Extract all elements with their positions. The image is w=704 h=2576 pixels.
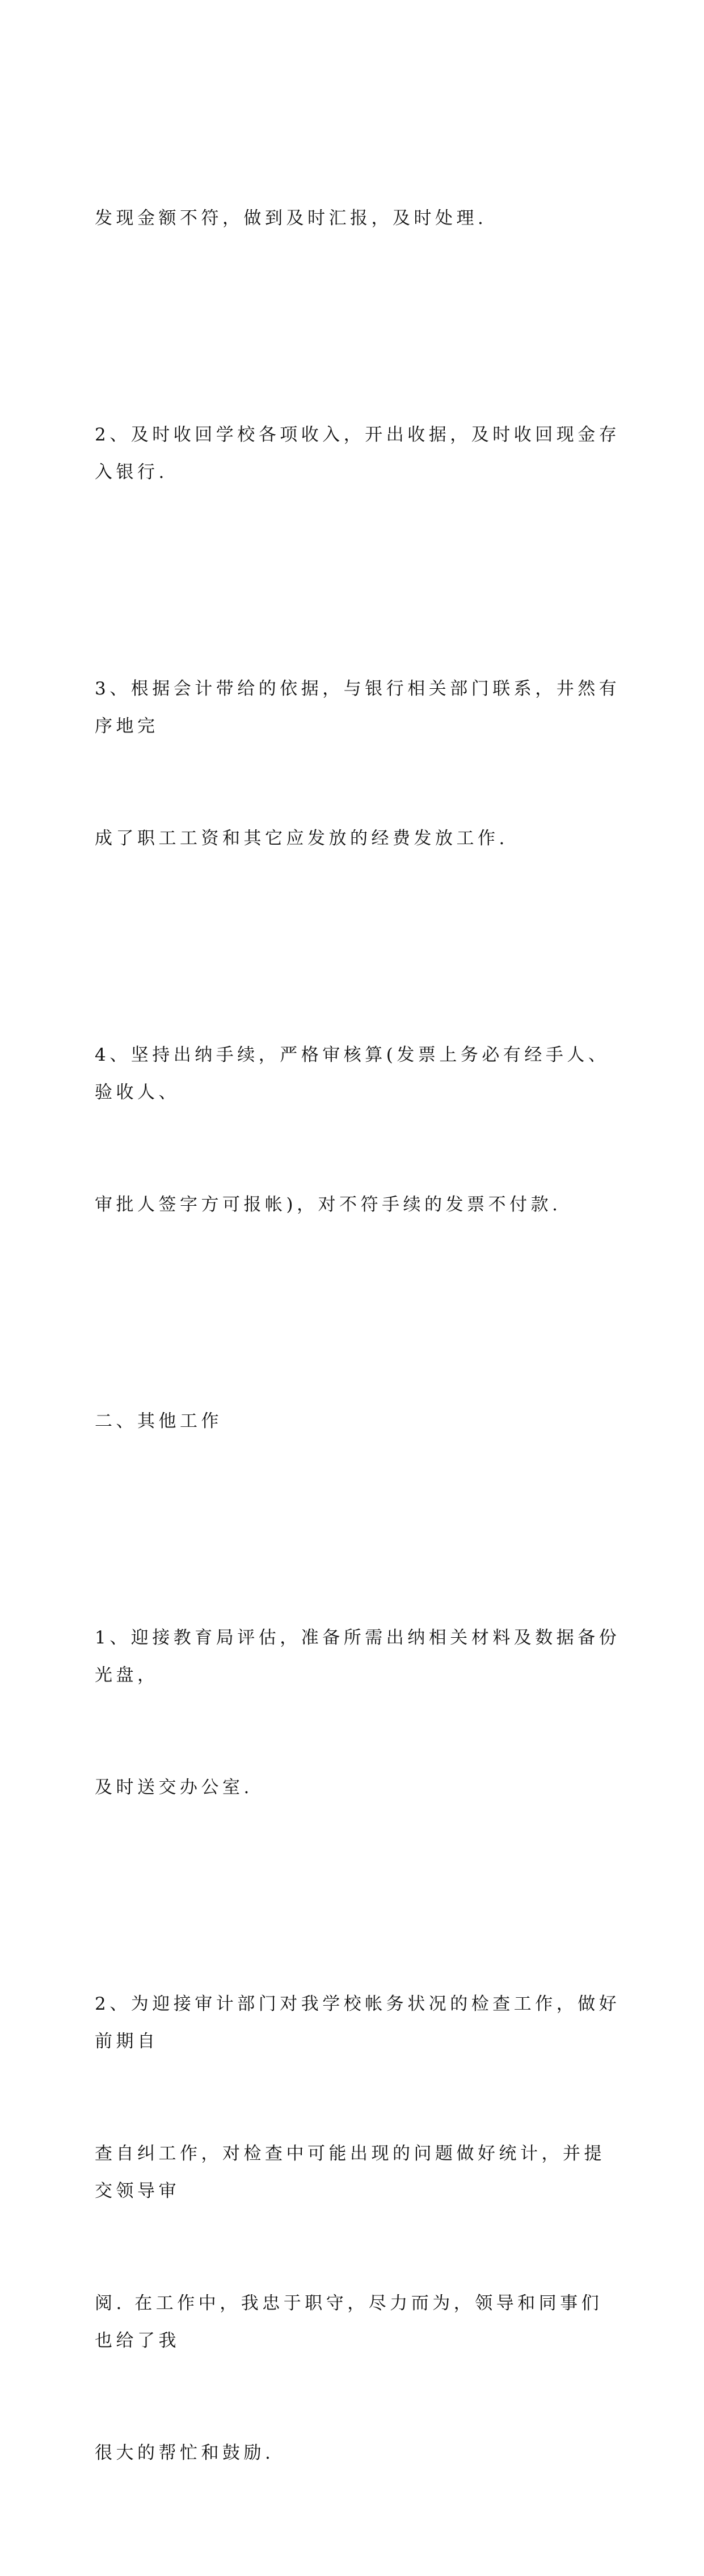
text-line: 3、根据会计带给的依据，与银行相关部门联系，井然有序地完 — [95, 679, 621, 736]
text-line: 成了职工工资和其它应发放的经费发放工作. — [95, 828, 508, 849]
text-line: 二、其他工作 — [95, 1411, 222, 1431]
paragraph-other-item-2-audit — [95, 1910, 622, 2547]
text-line: 及时送交办公室. — [95, 1777, 253, 1798]
text-line: 2、及时收回学校各项收入，开出收据，及时收回现金存入银行. — [95, 425, 621, 482]
paragraph-item-4-procedures — [95, 961, 622, 1298]
text-line: 审批人签字方可报帐)，对不符手续的发票不付款. — [95, 1194, 562, 1215]
paragraph-item-2-income — [95, 341, 622, 566]
text-line: 1、迎接教育局评估，准备所需出纳相关材料及数据备份光盘， — [95, 1628, 621, 1685]
paragraph-other-item-1-evaluation — [95, 1544, 622, 1881]
text-line: 2、为迎接审计部门对我学校帐务状况的检查工作，做好前期自 — [95, 1994, 621, 2052]
document-body — [95, 125, 622, 2576]
section-heading-other-work — [95, 1328, 622, 1515]
text-line: 4、坚持出纳手续，严格审核算(发票上务必有经手人、验收人、 — [95, 1045, 610, 1103]
text-line: 查自纠工作，对检查中可能出现的问题做好统计，并提交领导审 — [95, 2143, 605, 2201]
paragraph-cash-discrepancy — [95, 125, 622, 312]
text-line: 发现金额不符，做到及时汇报，及时处理. — [95, 208, 487, 228]
text-line: 阅. 在工作中，我忠于职守，尽力而为，领导和同事们也给了我 — [95, 2293, 603, 2351]
text-line: 很大的帮忙和鼓励. — [95, 2443, 275, 2463]
paragraph-item-3-salary — [95, 595, 622, 932]
